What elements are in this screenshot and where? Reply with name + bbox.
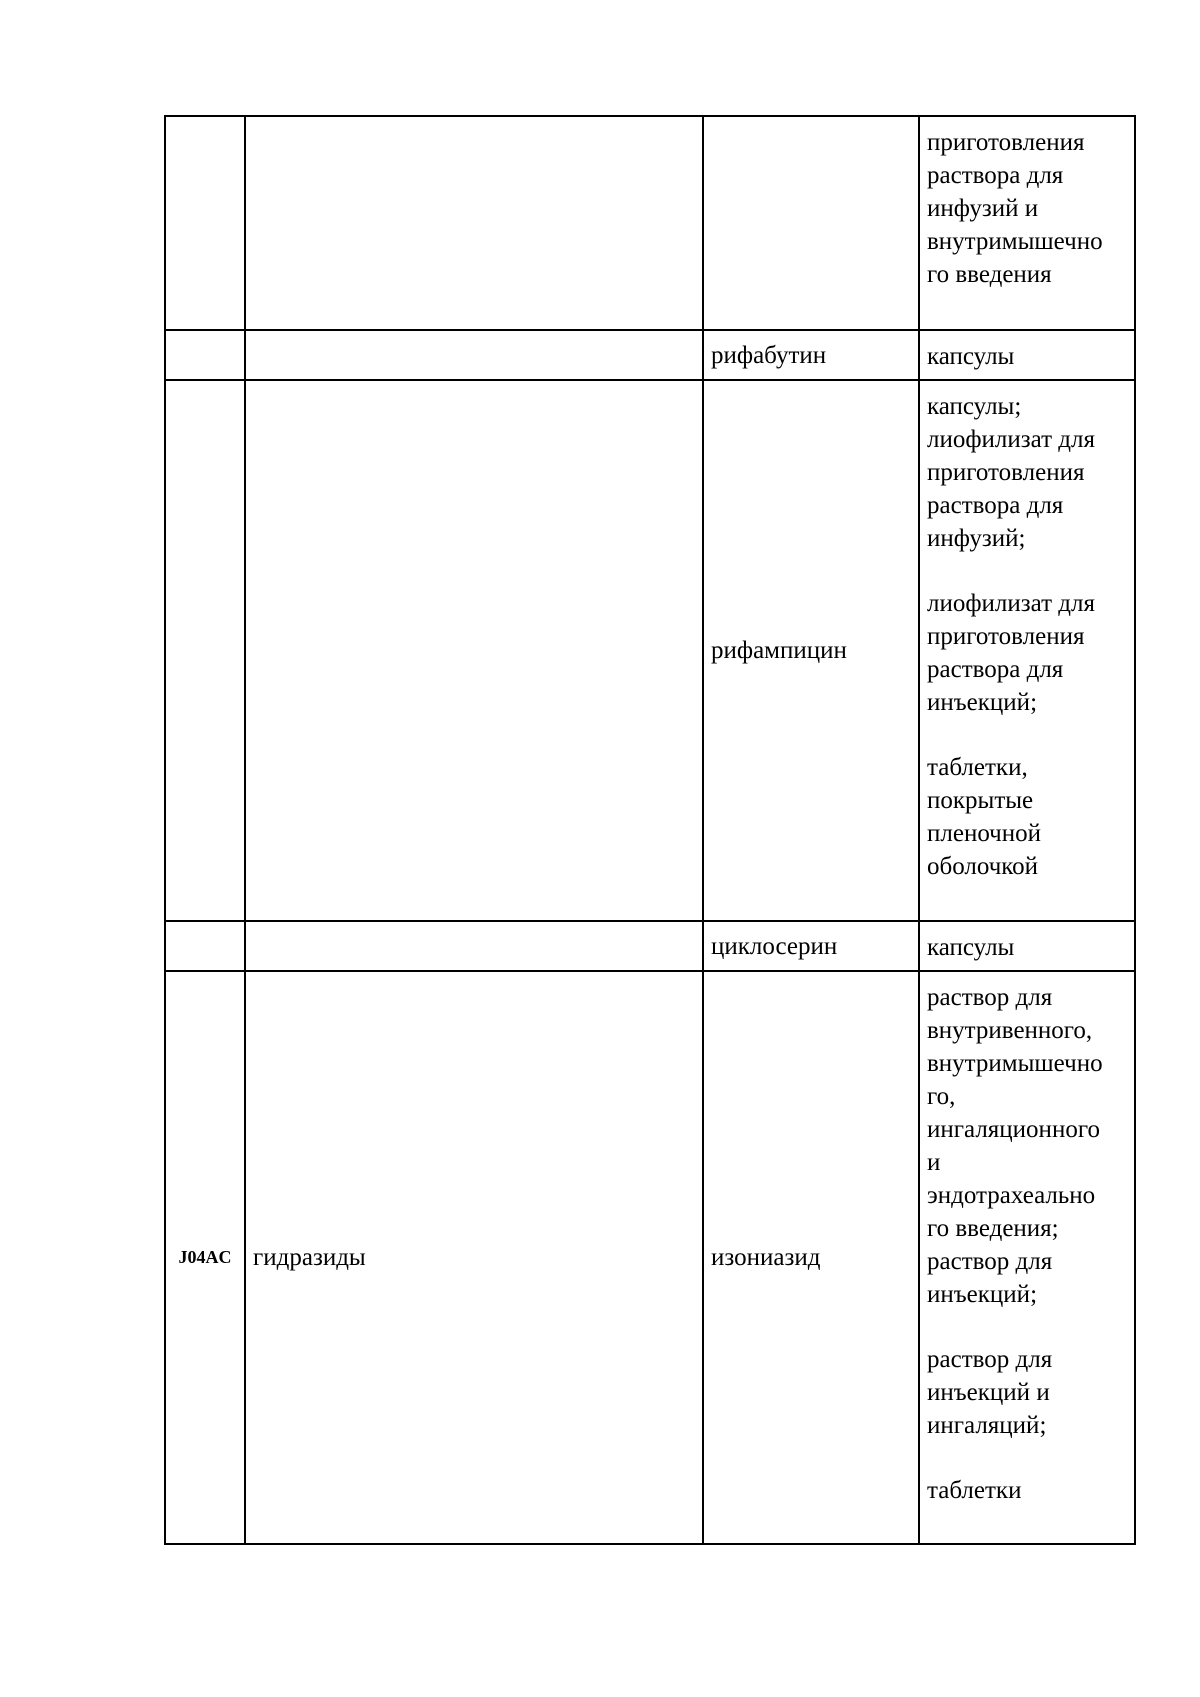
atc-code-cell — [165, 116, 245, 330]
dosage-form-cell — [919, 380, 1135, 921]
paragraph-gap — [927, 555, 1127, 587]
dosage-form-line: внутримышечно — [927, 228, 1103, 255]
drug-name-cell: рифабутин — [703, 330, 919, 380]
dosage-form-line: внутривенного, — [927, 1017, 1093, 1044]
dosage-form-line: раствор для — [927, 1346, 1053, 1373]
dosage-form-line: внутримышечно — [927, 1050, 1103, 1077]
dosage-form-line: таблетки — [927, 1477, 1022, 1504]
paragraph-gap — [927, 719, 1127, 751]
dosage-form-line: инъекций; — [927, 689, 1038, 716]
drug-name-cell: циклосерин — [703, 921, 919, 971]
dosage-form-line: лиофилизат для — [927, 426, 1095, 453]
table-row — [165, 380, 1135, 921]
atc-code-cell: J04AC — [165, 971, 245, 1544]
dosage-form-line: приготовления — [927, 129, 1085, 156]
dosage-form-cell — [919, 116, 1135, 330]
dosage-form-line: эндотрахеально — [927, 1182, 1096, 1209]
group-name-cell — [245, 380, 703, 921]
atc-code-cell — [165, 921, 245, 971]
drug-table — [164, 115, 1136, 1545]
dosage-form-line: инфузий; — [927, 525, 1026, 552]
dosage-form-line: таблетки, — [927, 754, 1028, 781]
group-name-cell: гидразиды — [245, 971, 703, 1544]
dosage-form-line: капсулы; — [927, 393, 1022, 420]
dosage-form-line: го введения; — [927, 1215, 1059, 1242]
dosage-form-line: ингаляционного — [927, 1116, 1100, 1143]
dosage-form-line: и — [927, 1149, 941, 1176]
dosage-form-cell — [919, 921, 1135, 971]
dosage-form-cell — [919, 971, 1135, 1544]
dosage-form-line: капсулы — [927, 343, 1015, 370]
dosage-form-cell — [919, 330, 1135, 380]
paragraph-gap — [927, 1311, 1127, 1343]
dosage-form-line: капсулы — [927, 934, 1015, 961]
group-name-cell — [245, 921, 703, 971]
dosage-form-line: пленочной — [927, 820, 1042, 847]
drug-name-cell — [703, 116, 919, 330]
dosage-form-line: приготовления — [927, 623, 1085, 650]
dosage-form-line: инъекций и — [927, 1379, 1050, 1406]
dosage-form-line: приготовления — [927, 459, 1085, 486]
table-row — [165, 330, 1135, 380]
atc-code-cell — [165, 330, 245, 380]
paragraph-gap — [927, 1442, 1127, 1474]
dosage-form-line: лиофилизат для — [927, 590, 1095, 617]
dosage-form-line: раствора для — [927, 492, 1064, 519]
dosage-form-line: покрытые — [927, 787, 1034, 814]
table-row — [165, 116, 1135, 330]
dosage-form-line: инъекций; — [927, 1281, 1038, 1308]
dosage-form-line: инфузий и — [927, 195, 1039, 222]
dosage-form-line: раствора для — [927, 656, 1064, 683]
group-name-cell — [245, 330, 703, 380]
dosage-form-line: го, — [927, 1083, 956, 1110]
dosage-form-line: оболочкой — [927, 853, 1039, 880]
dosage-form-line: раствора для — [927, 162, 1064, 189]
group-name-cell — [245, 116, 703, 330]
table-row — [165, 921, 1135, 971]
table-row — [165, 971, 1135, 1544]
dosage-form-line: го введения — [927, 261, 1052, 288]
drug-name-cell: рифампицин — [703, 380, 919, 921]
dosage-form-line: раствор для — [927, 1248, 1053, 1275]
dosage-form-line: раствор для — [927, 984, 1053, 1011]
atc-code-cell — [165, 380, 245, 921]
drug-name-cell: изониазид — [703, 971, 919, 1544]
dosage-form-line: ингаляций; — [927, 1412, 1047, 1439]
